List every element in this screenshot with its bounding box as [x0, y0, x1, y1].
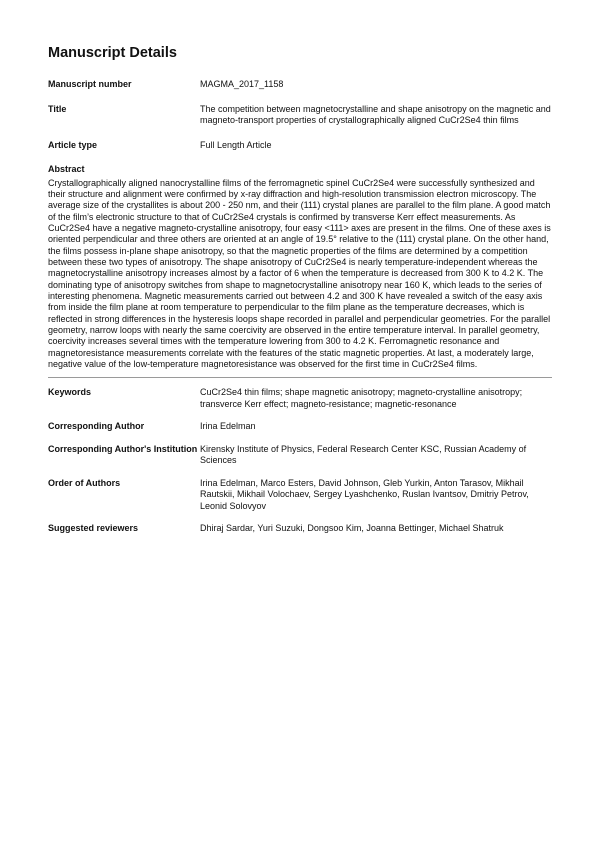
detail-value: The competition between magnetocrystalline and shape anisotropy on the magnetic and magneto-transport properties of crystallographically aligned CuCr2Se4 thin films [200, 103, 551, 125]
meta-row-corresponding-author [48, 421, 552, 433]
detail-label: Title [48, 103, 67, 114]
meta-value: Kirensky Institute of Physics, Federal Research Center KSC, Russian Academy of Sciences [200, 443, 527, 466]
meta-value: Dhiraj Sardar, Yuri Suzuki, Dongsoo Kim, Joanna Bettinger, Michael Shatruk [200, 523, 504, 534]
section-divider [48, 377, 552, 378]
meta-value: Irina Edelman, Marco Esters, David Johnson, Gleb Yurkin, Anton Tarasov, Mikhail Rautskii, Mikhail Volochaev, Sergey Lyashchenko, Ruslan Ivantsov, Dmitriy Petrov, Leonid Solovyov [200, 477, 529, 511]
abstract-heading: Abstract [48, 164, 85, 174]
detail-row-title [48, 104, 552, 127]
meta-value: CuCr2Se4 thin films; shape magnetic anisotropy; magneto-crystalline anisotropy; transverce Kerr effect; magneto-resistance; magnetic-resonance [200, 387, 523, 409]
meta-row-suggested-reviewers [48, 523, 552, 535]
abstract-text: Crystallographically aligned nanocrystalline films of the ferromagnetic spinel CuCr2Se4 were successfully synthesized and their structure and alignment were confirmed by x-ray diffraction and high-resolution transmission electron microscopy. The average size of the crystallites is about 200 - 250 nm, and their (111) crystal planes are parallel to the film plane. A good match of the film’s electronic structure to that of CuCr2Se4 crystals is confirmed by transverse Kerr effect measurements. As CuCr2Se4 have a negative magneto-crystalline anisotropy, four easy <111> axes are present in the films. One of these axes is oriented perpendicular and three others are oriented at an angle of 19.5° relative to the (111) crystal plane. On the other hand, the films possess in-plane shape anisotropy, so that the magnetic properties of the films are determined by a competition between these two types of anisotropy. The shape anisotropy of CuCr2Se4 is nearly temperature-independent whereas the magnetocrystalline anisotropy increases almost by a factor of 6 when the temperature is decreased from 300 K to 4.2 K. The dominating type of anisotropy switches from shape to magnetocrystalline anisotropy near 160 K, which leads to the series of interesting phenomena. Magnetic measurements carried out between 4.2 and 300 K have revealed a switch of the easy axis from inside the film plane at room temperature to perpendicular to the film plane as the temperature decreases, which is reflected in strong differences in the hysteresis loops shape recorded in parallel and perpendicular geometries. For the parallel geometry, narrow loops with nearly the same coercivity are observed in the entire temperature interval. In parallel geometry, coercivity increases several times with the temperature lowering from 300 to 4.2 K. Ferromagnetic resonance and magnetoresistance measurements correlate with the features of the static magnetic properties. At last, a moderately large, negative value of the low-temperature magnetoresistance was observed for the first time in CuCr2Se4 films. [48, 177, 551, 369]
meta-label: Corresponding Author's Institution [48, 443, 198, 454]
detail-value: MAGMA_2017_1158 [200, 79, 284, 89]
meta-label: Order of Authors [48, 477, 121, 488]
detail-label: Manuscript number [48, 79, 132, 89]
detail-row-manuscript-number [48, 79, 552, 91]
detail-label: Article type [48, 139, 98, 150]
meta-row-order-of-authors [48, 478, 552, 513]
meta-label: Corresponding Author [48, 421, 145, 432]
detail-row-article-type [48, 140, 552, 152]
meta-label: Suggested reviewers [48, 523, 139, 534]
detail-value: Full Length Article [200, 139, 272, 150]
meta-row-institution [48, 444, 552, 467]
meta-label: Keywords [48, 387, 92, 398]
meta-row-keywords [48, 387, 552, 410]
meta-value: Irina Edelman [200, 421, 256, 432]
page-title: Manuscript Details [48, 45, 177, 61]
